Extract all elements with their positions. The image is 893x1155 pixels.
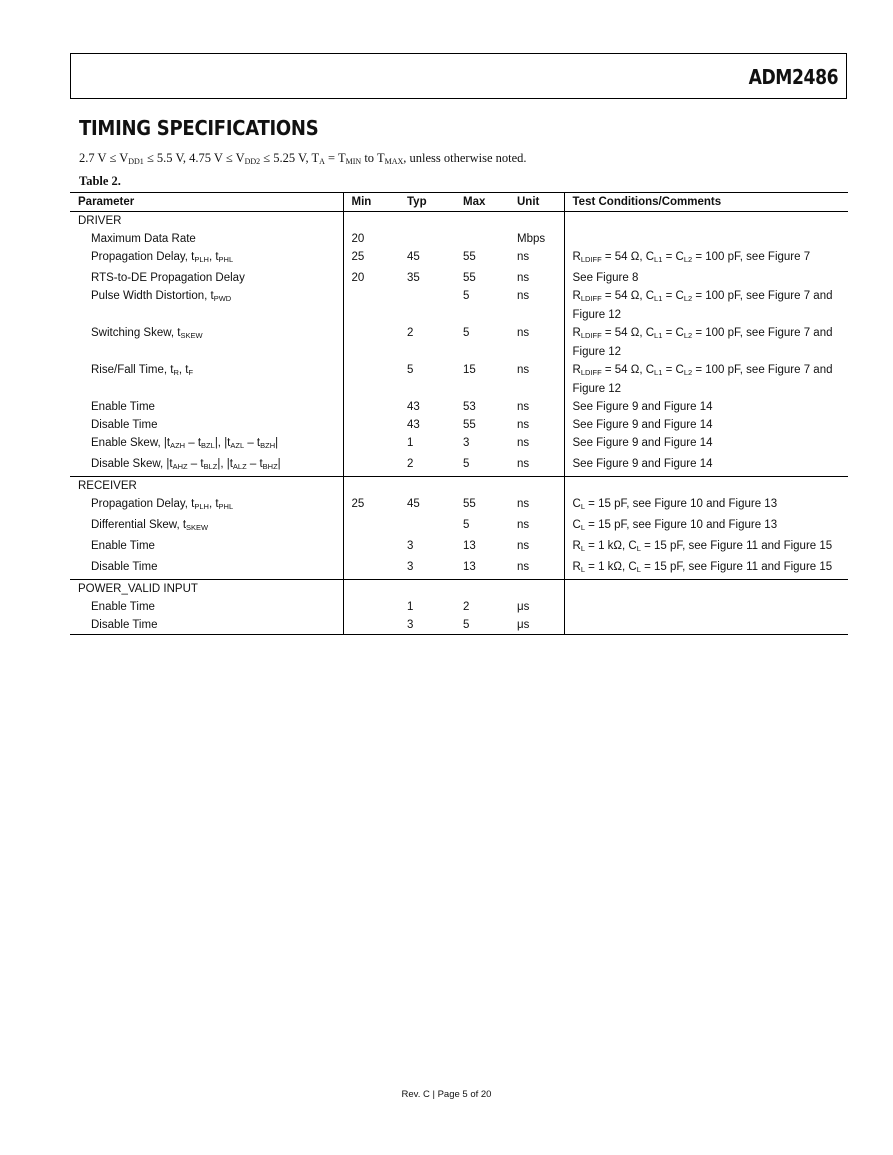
cell-typ: 5: [407, 364, 414, 376]
header-unit: Unit: [509, 193, 564, 212]
cell-min: [343, 455, 399, 477]
cell-test-conditions: $R_{LDIFF} = 54$ Ω, $C_{L1} = C_{L2} = 100$ pF, see Figure 7 and Figure 12: [564, 361, 848, 398]
table-row: [70, 416, 848, 434]
cell-parameter: Propagation Delay, $t_{PLH}$, $t_{PHL}$: [91, 251, 234, 264]
cell-parameter: Rise/Fall Time, $t_R$, $t_F$: [91, 364, 194, 377]
table-row: [70, 434, 848, 455]
cell-unit: μs: [509, 616, 564, 635]
table-row: [70, 558, 848, 580]
table-caption: Table 2.: [79, 174, 121, 188]
group-label: POWER_VALID INPUT: [78, 583, 198, 595]
cell-test-conditions: $R_L = 1$ kΩ, $C_L = 15$ pF, see Figure 11 and Figure 15: [564, 558, 848, 580]
cell-max: 55: [463, 251, 476, 263]
cell-test-conditions: See Figure 8: [564, 269, 848, 287]
cell-unit: Mbps: [517, 233, 546, 245]
cell-min: [343, 287, 399, 324]
table-row: [70, 287, 848, 324]
cell-parameter: Switching Skew, $t_{SKEW}$: [91, 327, 203, 340]
table-row: [70, 616, 848, 635]
cell-typ: 43: [407, 419, 420, 431]
group-row-receiver: [70, 477, 848, 496]
cell-test: [564, 212, 848, 231]
cell-max: 5: [463, 327, 470, 339]
cell-typ: 2: [407, 327, 414, 339]
section-title: TIMING SPECIFICATIONS: [79, 116, 319, 140]
cell-min: [343, 616, 399, 635]
cell-max: [455, 230, 509, 248]
cell-parameter: Enable Skew, $|t_{AZH} - t_{BZL}|$, $|t_{AZL} - t_{BZH}|$: [91, 437, 279, 450]
cell-max: 53: [463, 401, 476, 413]
cell-test-conditions: $R_L = 1$ kΩ, $C_L = 15$ pF, see Figure 11 and Figure 15: [564, 537, 848, 558]
cell-typ: [399, 477, 455, 496]
group-row-driver: [70, 212, 848, 231]
cell-min: [343, 324, 399, 361]
cell-unit: ns: [517, 498, 530, 510]
cell-typ: [399, 516, 455, 537]
table-row: [70, 230, 848, 248]
cell-test: [564, 477, 848, 496]
cell-typ: 45: [407, 498, 420, 510]
page-footer: Rev. C | Page 5 of 20: [401, 1089, 492, 1100]
cell-typ: 43: [407, 401, 420, 413]
cell-unit: ns: [517, 540, 530, 552]
cell-min: [343, 477, 399, 496]
cell-min: 20: [343, 269, 399, 287]
cell-min: [343, 212, 399, 231]
table-body: [70, 212, 848, 635]
timing-spec-table: [70, 192, 848, 635]
cell-test-conditions: $R_{LDIFF} = 54$ Ω, $C_{L1} = C_{L2} = 100$ pF, see Figure 7 and Figure 12: [564, 324, 848, 361]
cell-min: 25: [343, 495, 399, 516]
cell-min: 25: [343, 248, 399, 269]
cell-parameter: RTS-to-DE Propagation Delay: [91, 272, 245, 284]
group-label: DRIVER: [78, 215, 122, 227]
cell-unit: ns: [509, 558, 564, 580]
header-parameter: Parameter: [70, 193, 343, 212]
cell-unit: ns: [517, 272, 530, 284]
cell-max: 13: [463, 540, 476, 552]
page-header: [70, 53, 847, 99]
cell-unit: ns: [517, 419, 530, 431]
cell-typ: 1: [407, 437, 414, 449]
cell-min: [343, 361, 399, 398]
table-row: [70, 455, 848, 477]
table-row: [70, 598, 848, 616]
cell-test-conditions: See Figure 9 and Figure 14: [564, 455, 848, 477]
table-header-row: [70, 193, 848, 212]
table-row: [70, 516, 848, 537]
cell-unit: ns: [517, 327, 530, 339]
operating-conditions: 2.7 $V \le V_{DD1} \le 5.5$ V, 4.75 $V \le V_{DD2} \le 5.25$ V, $T_A = T_{MIN}$ to $T_{MAX}$, unless otherwise noted.: [79, 151, 527, 166]
cell-parameter: Enable Time: [91, 401, 155, 413]
cell-typ: [399, 287, 455, 324]
table-row: [70, 495, 848, 516]
cell-unit: ns: [517, 437, 530, 449]
cell-unit: ns: [517, 251, 530, 263]
table-row: [70, 248, 848, 269]
cell-parameter: Enable Time: [91, 601, 155, 613]
cell-unit: ns: [509, 455, 564, 477]
table-row: [70, 269, 848, 287]
cell-unit: [509, 580, 564, 599]
cell-typ: 3: [399, 558, 455, 580]
cell-test-conditions: [564, 598, 848, 616]
cell-min: [343, 558, 399, 580]
group-label: RECEIVER: [78, 480, 137, 492]
cell-typ: [399, 212, 455, 231]
part-number: ADM2486: [748, 65, 838, 89]
cell-max: 55: [463, 272, 476, 284]
cell-min: [343, 416, 399, 434]
cell-parameter: Disable Time: [91, 419, 158, 431]
table-row: [70, 361, 848, 398]
cell-unit: [509, 212, 564, 231]
cell-test-conditions: [564, 616, 848, 635]
cell-parameter: Disable Skew, $|t_{AHZ} - t_{BLZ}|$, $|t_{ALZ} - t_{BHZ}|$: [70, 455, 343, 477]
cell-max: 15: [463, 364, 476, 376]
cell-max: 55: [463, 419, 476, 431]
cell-max: 5: [463, 519, 470, 531]
cell-typ: 35: [407, 272, 420, 284]
cell-max: [455, 580, 509, 599]
cell-parameter: Enable Time: [91, 540, 155, 552]
cell-test-conditions: $C_L = 15$ pF, see Figure 10 and Figure 13: [564, 516, 848, 537]
cell-parameter: Differential Skew, $t_{SKEW}$: [91, 519, 209, 532]
table-row: [70, 324, 848, 361]
cell-test-conditions: See Figure 9 and Figure 14: [564, 398, 848, 416]
cell-unit: ns: [517, 401, 530, 413]
cell-unit: [509, 477, 564, 496]
cell-test-conditions: $R_{LDIFF} = 54$ Ω, $C_{L1} = C_{L2} = 100$ pF, see Figure 7: [564, 248, 848, 269]
header-test-conditions: Test Conditions/Comments: [564, 193, 848, 212]
cell-max: 55: [463, 498, 476, 510]
cell-min: [343, 598, 399, 616]
cell-max: 5: [455, 455, 509, 477]
cell-max: 5: [463, 290, 470, 302]
table-row: [70, 398, 848, 416]
header-min: Min: [343, 193, 399, 212]
cell-test: [564, 580, 848, 599]
cell-typ: 1: [407, 601, 414, 613]
table-row: [70, 537, 848, 558]
cell-typ: 2: [399, 455, 455, 477]
cell-max: [455, 212, 509, 231]
cell-parameter: Maximum Data Rate: [91, 233, 196, 245]
cell-min: [343, 537, 399, 558]
cell-min: [343, 580, 399, 599]
cell-test-conditions: $R_{LDIFF} = 54$ Ω, $C_{L1} = C_{L2} = 100$ pF, see Figure 7 and Figure 12: [564, 287, 848, 324]
cell-test-conditions: [564, 230, 848, 248]
cell-unit: μs: [517, 601, 530, 613]
cell-typ: [399, 580, 455, 599]
cell-typ: 3: [407, 540, 414, 552]
cell-unit: ns: [517, 519, 530, 531]
cell-min: [343, 434, 399, 455]
header-max: Max: [455, 193, 509, 212]
cell-parameter: Propagation Delay, $t_{PLH}$, $t_{PHL}$: [91, 498, 234, 511]
cell-unit: ns: [517, 364, 530, 376]
cell-test-conditions: $C_L = 15$ pF, see Figure 10 and Figure 13: [564, 495, 848, 516]
cell-max: 5: [455, 616, 509, 635]
cell-typ: 45: [407, 251, 420, 263]
cell-unit: ns: [517, 290, 530, 302]
cell-min: [343, 398, 399, 416]
cell-max: 3: [463, 437, 470, 449]
cell-min: [343, 516, 399, 537]
cell-typ: 3: [399, 616, 455, 635]
cell-parameter: Pulse Width Distortion, $t_{PWD}$: [91, 290, 232, 303]
cell-parameter: Disable Time: [70, 616, 343, 635]
cell-max: [455, 477, 509, 496]
group-row-power-valid: [70, 580, 848, 599]
cell-max: 13: [455, 558, 509, 580]
cell-max: 2: [463, 601, 470, 613]
cell-test-conditions: See Figure 9 and Figure 14: [564, 416, 848, 434]
cell-test-conditions: See Figure 9 and Figure 14: [564, 434, 848, 455]
cell-typ: [399, 230, 455, 248]
cell-parameter: Disable Time: [70, 558, 343, 580]
header-typ: Typ: [399, 193, 455, 212]
cell-min: 20: [343, 230, 399, 248]
